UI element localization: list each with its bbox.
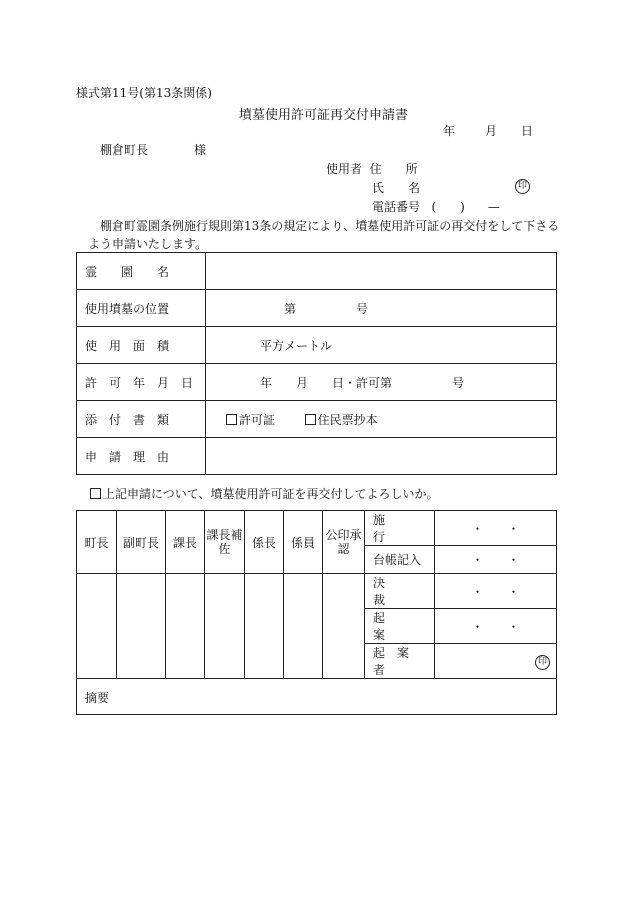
row-label: 許 可 年 月 日 (77, 364, 206, 401)
stamp-box[interactable] (284, 574, 323, 679)
phone-dash: — (487, 200, 500, 214)
date-month-label: 月 (485, 124, 498, 138)
statement-line-1: 棚倉町霊園条例施行規則第13条の規定により、墳墓使用許可証の再交付をして下さる (100, 219, 560, 233)
addressee-name: 棚倉町長 (100, 143, 149, 157)
row-label: 使 用 面 積 (77, 327, 206, 364)
grave-location-field[interactable]: 第 号 (206, 290, 557, 327)
cemetery-name-field[interactable] (206, 253, 557, 290)
confirmation-text: 上記申請について、墳墓使用許可証を再交付してよろしいか。 (103, 487, 439, 501)
table-row (77, 679, 557, 715)
table-row (77, 253, 557, 290)
column-header: 課長 (166, 511, 205, 574)
checkbox-icon (226, 414, 237, 425)
row-label: 申 請 理 由 (77, 438, 206, 475)
column-header: 町長 (77, 511, 117, 574)
stamp-box[interactable] (323, 574, 365, 679)
applicant-address-line (326, 160, 418, 177)
process-label: 起 案 (365, 609, 435, 644)
approval-table (76, 510, 557, 715)
process-label: 決 裁 (365, 574, 435, 609)
column-header: 公印承認 (323, 511, 365, 574)
process-label: 台帳記入 (365, 546, 435, 574)
form-number: 様式第11号(第13条関係) (76, 86, 212, 100)
table-row (77, 511, 557, 546)
column-header: 係員 (284, 511, 323, 574)
process-value[interactable]: ・ ・ (435, 574, 557, 609)
process-value[interactable]: ・ ・ (435, 511, 557, 546)
table-row (77, 364, 557, 401)
stamp-box[interactable] (77, 574, 117, 679)
remarks-field[interactable]: 摘要 (77, 679, 557, 715)
applicant-role: 使用者 (326, 162, 363, 176)
name-label: 氏 名 (372, 181, 421, 195)
address-label: 住 所 (369, 162, 418, 176)
stamp-box[interactable] (117, 574, 166, 679)
reason-field[interactable] (206, 438, 557, 475)
table-row (77, 574, 557, 609)
checkbox-icon (305, 414, 316, 425)
date-line (443, 122, 533, 139)
row-label: 使用墳墓の位置 (77, 290, 206, 327)
attachment-label: 許可証 (239, 412, 276, 427)
column-header: 課長補佐 (205, 511, 245, 574)
attachment-label: 住民票抄本 (317, 412, 378, 427)
statement-line-2: よう申請いたします。 (88, 237, 208, 251)
attachments-field (206, 401, 557, 438)
row-label: 霊 園 名 (77, 253, 206, 290)
seal-icon: 印 (515, 179, 530, 194)
row-label: 添 付 書 類 (77, 401, 206, 438)
table-row (77, 438, 557, 475)
date-day-label: 日 (521, 124, 534, 138)
process-label: 施 行 (365, 511, 435, 546)
drafter-seal-cell[interactable] (435, 644, 557, 679)
phone-parens: ( ) (431, 200, 465, 214)
confirmation-line[interactable] (90, 485, 439, 502)
column-header: 副町長 (117, 511, 166, 574)
stamp-box[interactable] (166, 574, 205, 679)
attachment-checkbox-resident[interactable] (305, 413, 378, 427)
addressee (100, 141, 206, 158)
date-year-label: 年 (443, 124, 456, 138)
table-row (77, 327, 557, 364)
permit-date-field[interactable]: 年 月 日・許可第 号 (206, 364, 557, 401)
process-value[interactable]: ・ ・ (435, 609, 557, 644)
column-header: 係長 (245, 511, 284, 574)
table-row (77, 401, 557, 438)
table-row (77, 290, 557, 327)
honorific: 様 (194, 143, 207, 157)
seal-icon: 印 (535, 655, 550, 670)
stamp-box[interactable] (245, 574, 284, 679)
checkbox-icon (90, 488, 101, 499)
process-label: 起 案 者 (365, 644, 435, 679)
phone-label: 電話番号 (372, 200, 421, 214)
phone-line (372, 198, 500, 215)
attachment-checkbox-permit[interactable] (226, 413, 275, 427)
details-table (76, 252, 557, 475)
area-field[interactable]: 平方メートル (206, 327, 557, 364)
stamp-box[interactable] (205, 574, 245, 679)
applicant-name-line (372, 179, 530, 196)
form-title: 墳墓使用許可証再交付申請書 (239, 108, 409, 123)
process-value[interactable]: ・ ・ (435, 546, 557, 574)
